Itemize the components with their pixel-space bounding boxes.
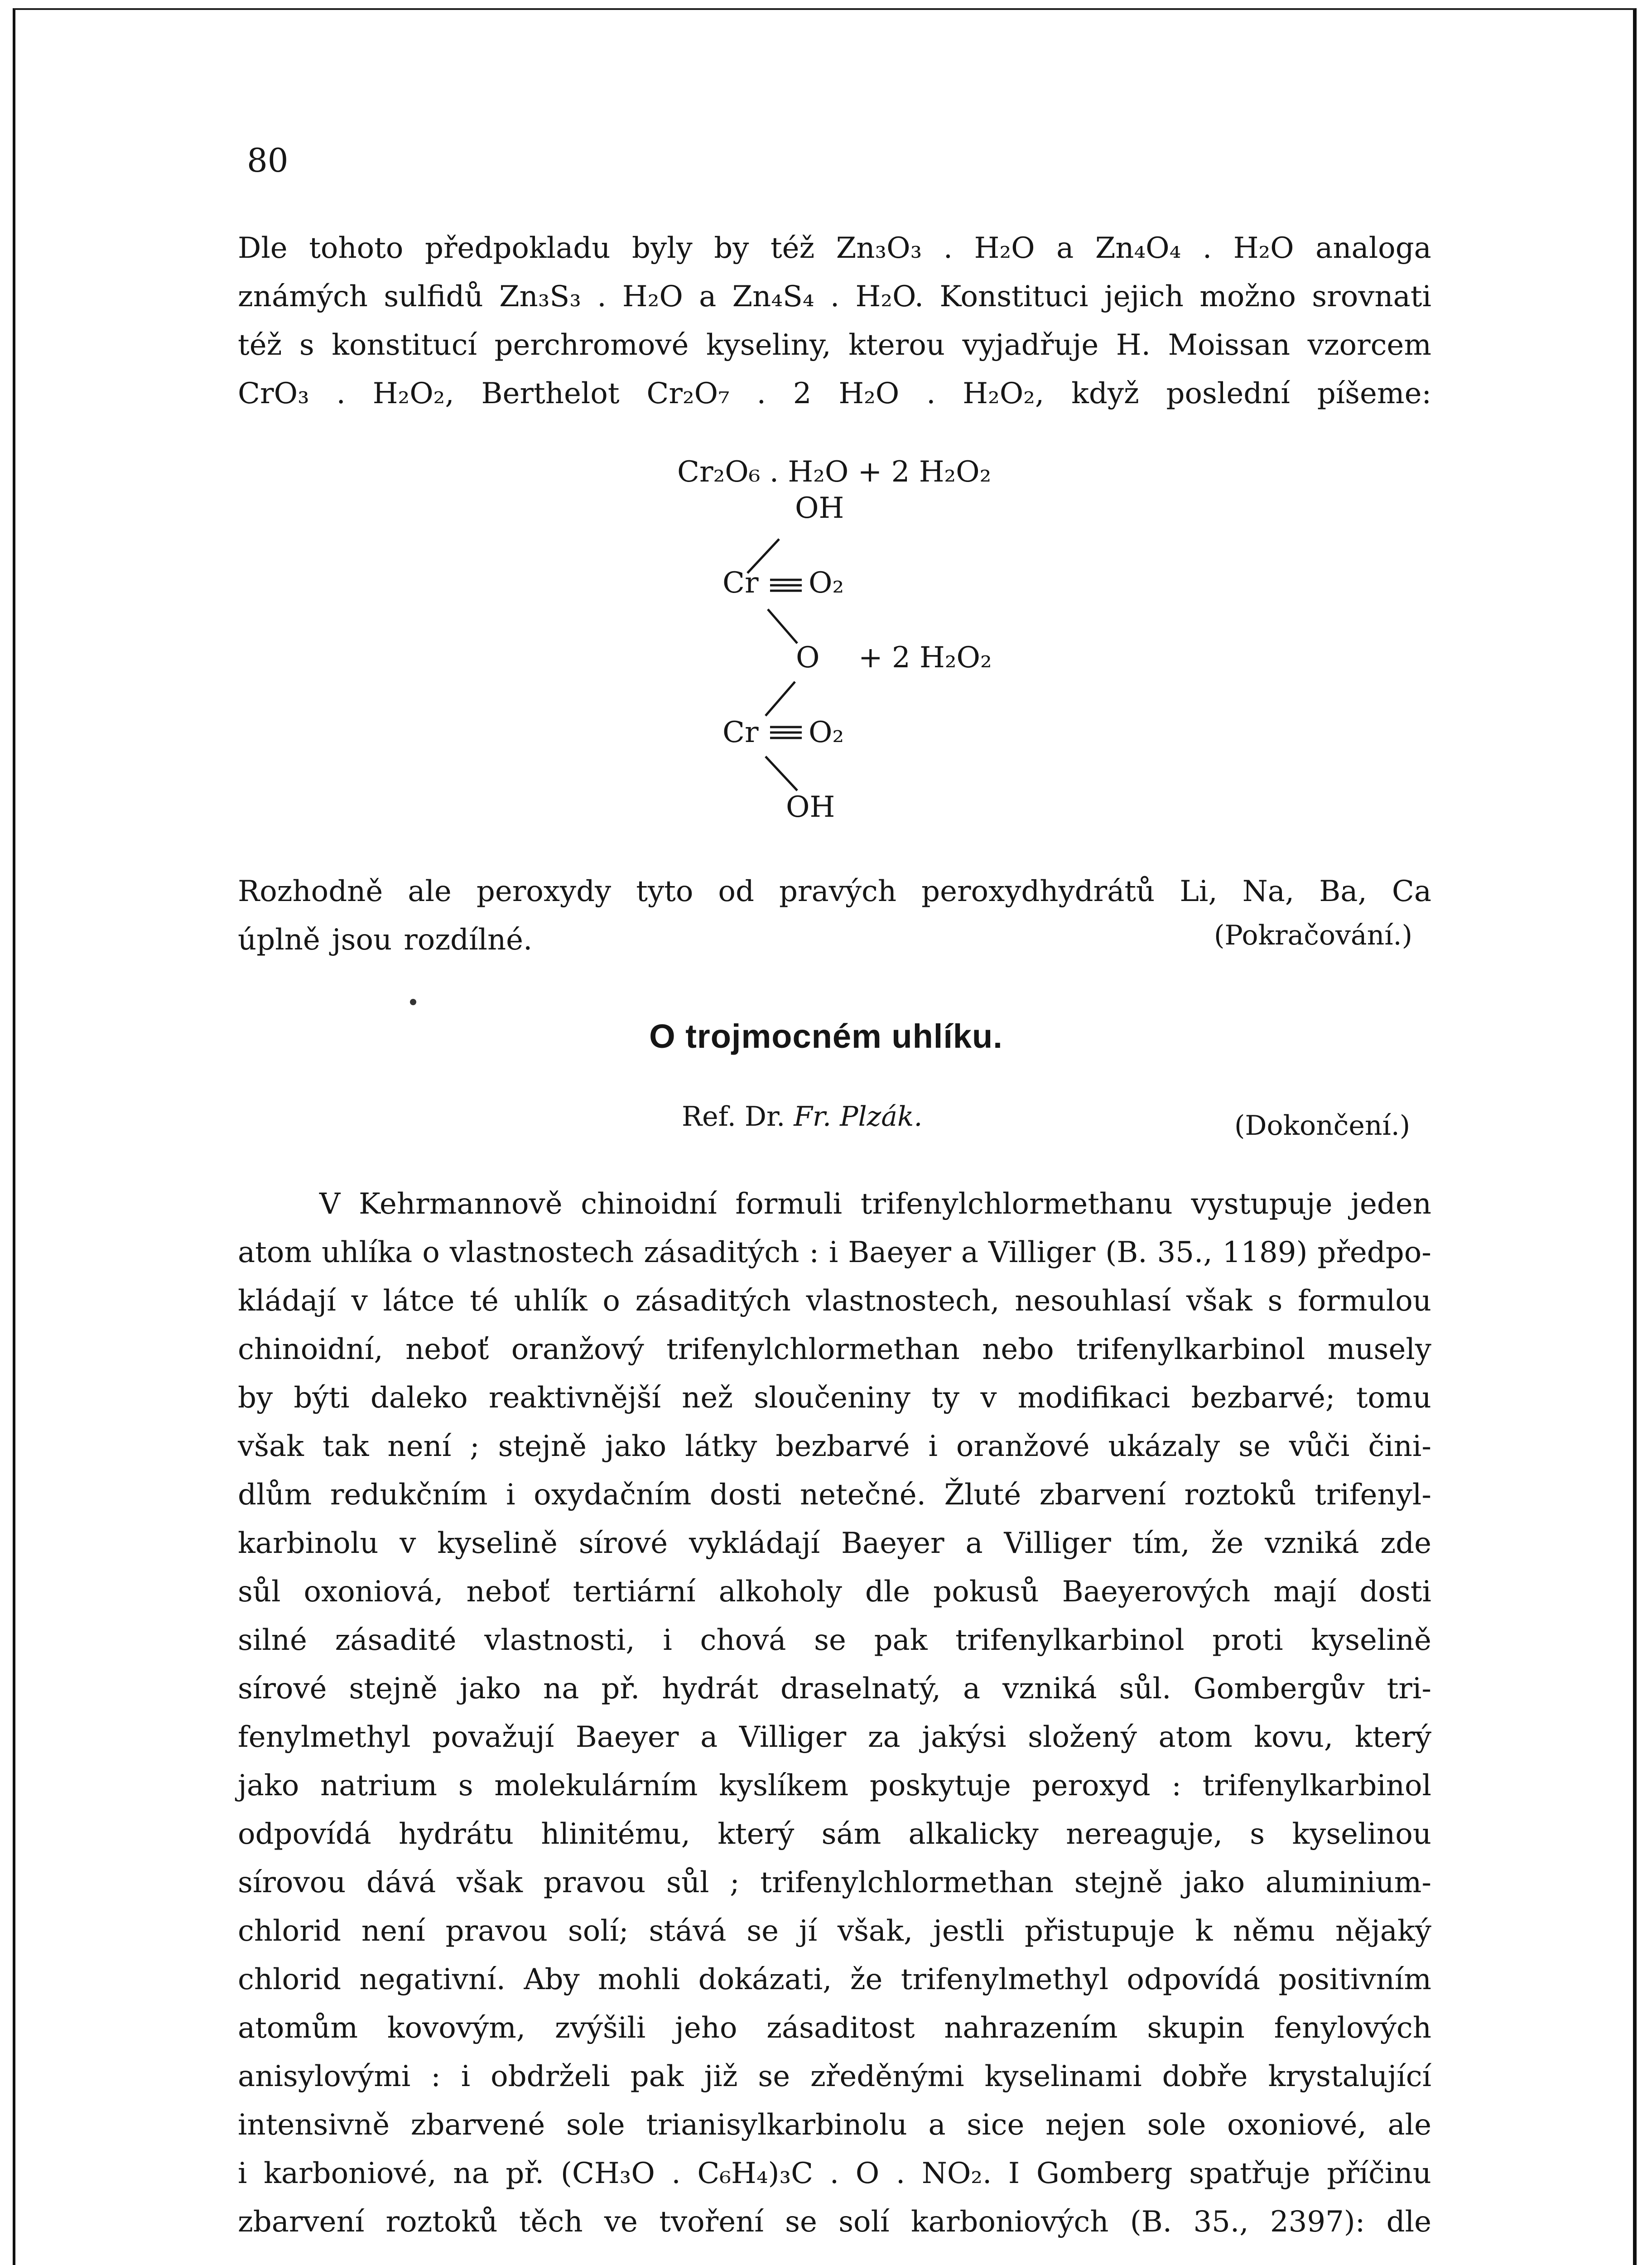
text-line: V Kehrmannově chinoidní formuli trifenylchlormethanu vystupuje jeden xyxy=(319,1187,1431,1221)
text-line: jako natrium s molekulárním kyslíkem poskytuje peroxyd : trifenylkarbinol xyxy=(238,1769,1431,1802)
text-line: však tak není ; stejně jako látky bezbarvé i oranžové ukázaly se vůči čini- xyxy=(238,1430,1431,1463)
text-line: známých sulfidů Zn₃S₃ . H₂O a Zn₄S₄ . H₂O. Konstituci jejich možno srovnati xyxy=(238,280,1431,313)
text-line: Rozhodně ale peroxydy tyto od pravých peroxydhydrátů Li, Na, Ba, Ca xyxy=(238,875,1431,908)
text-line: atom uhlíka o vlastnostech zásaditých : i Baeyer a Villiger (B. 35., 1189) předpo- xyxy=(238,1236,1431,1269)
text-line: sírovou dává však pravou sůl ; trifenylchlormethan stejně jako aluminium- xyxy=(238,1866,1431,1899)
text-line: Dle tohoto předpokladu byly by též Zn₃O₃ . H₂O a Zn₄O₄ . H₂O analoga xyxy=(238,231,1431,265)
formula-bonds xyxy=(0,0,1652,861)
formula-plus-h2o2: + 2 H₂O₂ xyxy=(858,641,992,675)
bond-line xyxy=(747,539,779,573)
text-line: anisylovými : i obdrželi pak již se zředěnými kyselinami dobře krystalující xyxy=(238,2060,1431,2093)
text-line: intensivně zbarvené sole trianisylkarbinolu a sice nejen sole oxoniové, ale xyxy=(238,2108,1431,2142)
text-line: chinoidní, neboť oranžový trifenylchlormethan nebo trifenylkarbinol musely xyxy=(238,1333,1431,1366)
formula-o2-1: O₂ xyxy=(809,566,844,600)
bond-line xyxy=(766,682,795,716)
ref-author: Fr. Plzák. xyxy=(794,1101,923,1132)
continued-note: (Pokračování.) xyxy=(1214,920,1412,951)
text-line: fenylmethyl považují Baeyer a Villiger za jakýsi složený atom kovu, který xyxy=(238,1720,1431,1754)
page-number: 80 xyxy=(247,141,289,179)
text-line: chlorid není pravou solí; stává se jí však, jestli přistupuje k němu nějaký xyxy=(238,1914,1431,1948)
text-line: odpovídá hydrátu hlinitému, který sám alkalicky nereaguje, s kyselinou xyxy=(238,1817,1431,1851)
article-body xyxy=(238,1180,1431,2246)
text-line: silné zásadité vlastnosti, i chová se pak trifenylkarbinol proti kyselině xyxy=(238,1624,1431,1657)
text-line: zbarvení roztoků těch ve tvoření se solí karboniových (B. 35., 2397): dle xyxy=(238,2205,1431,2239)
ref-prefix: Ref. Dr. xyxy=(682,1101,785,1132)
text-line: kládají v látce té uhlík o zásaditých vlastnostech, nesouhlasí však s formulou xyxy=(238,1284,1431,1318)
formula-top-line: Cr₂O₆ . H₂O + 2 H₂O₂ xyxy=(677,455,992,489)
text-line: též s konstitucí perchromové kyseliny, kterou vyjadřuje H. Moissan vzorcem xyxy=(238,328,1431,362)
formula-oh-bottom: OH xyxy=(786,790,835,824)
article-title: O trojmocném uhlíku. xyxy=(649,1017,1003,1055)
text-line: CrO₃ . H₂O₂, Berthelot Cr₂O₇ . 2 H₂O . H₂O₂, když poslední píšeme: xyxy=(238,377,1431,410)
text-line: by býti daleko reaktivnější než sloučeniny ty v modifikaci bezbarvé; tomu xyxy=(238,1381,1431,1415)
text-line: chlorid negativní. Aby mohli dokázati, že trifenylmethyl odpovídá positivním xyxy=(238,1963,1431,1996)
formula-oh-top: OH xyxy=(795,492,844,525)
formula-bridge-o: O xyxy=(796,641,820,675)
text-line: atomům kovovým, zvýšili jeho zásaditost nahrazením skupin fenylových xyxy=(238,2011,1431,2045)
text-line: sírové stejně jako na př. hydrát draselnatý, a vzniká sůl. Gombergův tri- xyxy=(238,1672,1431,1706)
bond-line xyxy=(768,609,797,643)
bond-line xyxy=(766,757,797,790)
text-line: i karboniové, na př. (CH₃O . C₆H₄)₃C . O . NO₂. I Gomberg spatřuje příčinu xyxy=(238,2157,1431,2190)
formula-cr-2: Cr xyxy=(722,716,759,749)
formula-o2-2: O₂ xyxy=(809,716,844,749)
text-line: sůl oxoniová, neboť tertiární alkoholy dle pokusů Baeyerových mají dosti xyxy=(238,1575,1431,1609)
article-reference xyxy=(682,1101,923,1132)
text-line: dlům redukčním i oxydačním dosti netečné. Žluté zbarvení roztoků trifenyl- xyxy=(238,1478,1431,1512)
text-line: karbinolu v kyselině sírové vykládají Baeyer a Villiger tím, že vzniká zde xyxy=(238,1527,1431,1560)
formula-cr-1: Cr xyxy=(722,566,759,600)
article-status: (Dokončení.) xyxy=(1234,1110,1411,1142)
stray-dot xyxy=(410,999,416,1005)
text-line: úplně jsou rozdílné. xyxy=(238,923,533,957)
